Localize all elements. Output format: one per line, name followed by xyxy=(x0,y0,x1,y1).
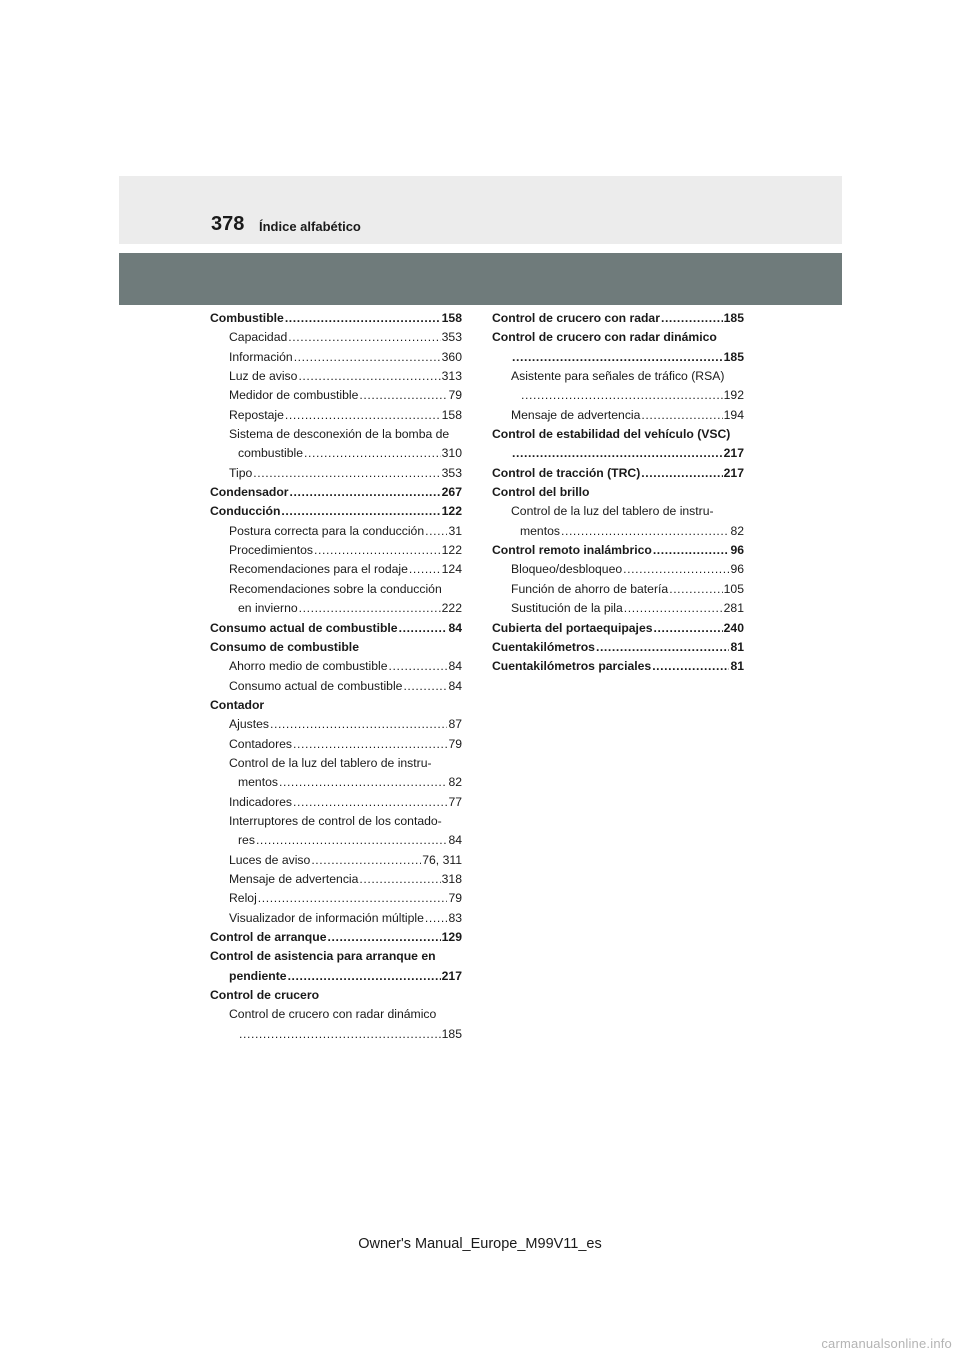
leader-dots xyxy=(653,541,730,560)
index-entry xyxy=(210,967,462,986)
index-entry: Control de asistencia para arranque en xyxy=(210,949,436,964)
entry-label: Combustible xyxy=(210,311,284,325)
index-entry xyxy=(210,444,462,463)
index-entry xyxy=(492,560,744,579)
entry-label: Control remoto inalámbrico xyxy=(492,543,652,558)
index-entry xyxy=(492,464,744,483)
page-number: 378 xyxy=(211,213,245,235)
entry-label: Luces de aviso xyxy=(229,852,311,867)
index-entry xyxy=(210,619,462,638)
index-entry xyxy=(492,619,744,638)
entry-label: Condensador xyxy=(210,485,289,500)
leader-dots xyxy=(561,522,729,541)
entry-page: 96 xyxy=(730,543,744,558)
index-entry xyxy=(210,599,462,618)
entry-label: Luz de aviso xyxy=(229,369,298,384)
leader-dots xyxy=(652,657,729,676)
index-entry xyxy=(492,541,744,560)
leader-dots xyxy=(304,444,441,463)
leader-dots xyxy=(294,348,441,367)
entry-label: Cubierta del portaequipajes xyxy=(492,620,653,635)
entry-page: 313 xyxy=(441,369,462,384)
leader-dots xyxy=(669,580,722,599)
entry-page: 122 xyxy=(441,504,462,519)
entry-page: 82 xyxy=(448,775,462,790)
leader-dots xyxy=(389,657,448,676)
entry-label: Ajustes xyxy=(229,717,269,732)
index-entry xyxy=(492,599,744,618)
entry-label: res xyxy=(238,833,255,848)
index-entry xyxy=(210,715,462,734)
leader-dots xyxy=(409,560,441,579)
index-entry xyxy=(492,444,744,463)
index-entry xyxy=(210,889,462,908)
entry-page: 192 xyxy=(723,388,744,403)
index-entry xyxy=(210,464,462,483)
leader-dots xyxy=(425,522,447,541)
entry-page: 79 xyxy=(448,891,462,906)
leader-dots xyxy=(270,715,447,734)
entry-page: 96 xyxy=(730,562,744,577)
leader-dots xyxy=(596,638,729,657)
index-entry: Control de crucero con radar dinámico xyxy=(492,330,717,345)
entry-page: 240 xyxy=(723,620,744,635)
entry-label: Recomendaciones para el rodaje xyxy=(229,562,408,577)
index-entry: Control de la luz del tablero de instru- xyxy=(511,504,714,519)
index-entry xyxy=(210,1025,462,1044)
leader-dots xyxy=(327,928,440,947)
index-entry xyxy=(210,677,462,696)
index-entry xyxy=(210,831,462,850)
entry-page: 124 xyxy=(441,562,462,577)
entry-page: 83 xyxy=(448,910,462,925)
entry-page: 217 xyxy=(723,465,744,480)
entry-page: 122 xyxy=(441,543,462,558)
index-entry xyxy=(210,367,462,386)
index-entry: Control de estabilidad del vehículo (VSC) xyxy=(492,427,731,442)
index-entry xyxy=(210,560,462,579)
entry-label: pendiente xyxy=(229,968,287,983)
entry-label: Medidor de combustible xyxy=(229,388,359,403)
entry-page: 185 xyxy=(723,349,744,364)
index-entry xyxy=(492,638,744,657)
entry-page: 217 xyxy=(723,446,744,461)
index-entry xyxy=(210,541,462,560)
leader-dots xyxy=(285,309,441,328)
entry-page: 82 xyxy=(730,523,744,538)
entry-page: 318 xyxy=(441,871,462,886)
entry-page: 84 xyxy=(448,678,462,693)
entry-page: 84 xyxy=(448,659,462,674)
leader-dots xyxy=(641,406,722,425)
entry-page: 158 xyxy=(441,407,462,422)
index-entry xyxy=(210,773,462,792)
index-entry xyxy=(492,386,744,405)
entry-page: 76, 311 xyxy=(422,852,462,867)
index-entry xyxy=(210,793,462,812)
leader-dots xyxy=(425,909,448,928)
entry-page: 353 xyxy=(441,330,462,345)
entry-page: 79 xyxy=(448,388,462,403)
leader-dots xyxy=(290,483,441,502)
entry-label: Indicadores xyxy=(229,794,293,809)
index-entry xyxy=(492,406,744,425)
index-entry xyxy=(492,657,744,676)
entry-label: Visualizador de información múltiple xyxy=(229,910,424,925)
index-entry: Sistema de desconexión de la bomba de xyxy=(229,427,450,442)
leader-dots xyxy=(299,599,441,618)
index-entry xyxy=(210,522,462,541)
entry-label: combustible xyxy=(238,446,304,461)
index-column-left xyxy=(210,309,462,1044)
leader-dots xyxy=(281,502,440,521)
entry-page: 185 xyxy=(723,311,744,325)
leader-dots xyxy=(399,619,448,638)
leader-dots xyxy=(293,735,447,754)
entry-page: 310 xyxy=(441,446,462,461)
index-entry: Control de crucero xyxy=(210,988,320,1003)
index-entry xyxy=(210,928,462,947)
leader-dots xyxy=(661,309,723,328)
index-entry xyxy=(210,406,462,425)
leader-dots xyxy=(512,348,723,367)
entry-label: Consumo actual de combustible xyxy=(210,620,398,635)
leader-dots xyxy=(293,793,447,812)
leader-dots xyxy=(641,464,722,483)
entry-page: 77 xyxy=(448,794,462,809)
entry-page: 129 xyxy=(441,930,462,944)
leader-dots xyxy=(288,328,440,347)
index-entry: Control de crucero con radar dinámico xyxy=(229,1007,437,1022)
entry-label: Capacidad xyxy=(229,330,288,345)
header-grey-bar xyxy=(119,253,842,305)
entry-page: 194 xyxy=(723,407,744,422)
entry-page: 185 xyxy=(441,1026,462,1041)
entry-page: 105 xyxy=(723,581,744,596)
entry-label: Control de crucero con radar xyxy=(492,311,660,325)
entry-label: Control de tracción (TRC) xyxy=(492,465,641,480)
leader-dots xyxy=(512,444,723,463)
index-entry xyxy=(210,386,462,405)
entry-page: 217 xyxy=(441,968,462,983)
entry-page: 84 xyxy=(448,620,462,635)
entry-page: 353 xyxy=(441,465,462,480)
index-entry xyxy=(492,522,744,541)
index-column-right xyxy=(492,309,744,677)
entry-page: 81 xyxy=(730,659,744,674)
entry-label: Consumo actual de combustible xyxy=(229,678,403,693)
leader-dots xyxy=(359,870,440,889)
leader-dots xyxy=(359,386,447,405)
index-entry xyxy=(210,328,462,347)
leader-dots xyxy=(285,406,441,425)
footer-text: Owner's Manual_Europe_M99V11_es xyxy=(358,1236,602,1252)
entry-page: 222 xyxy=(441,601,462,616)
index-entry: Interruptores de control de los contado- xyxy=(229,813,442,828)
leader-dots xyxy=(253,464,440,483)
index-entry xyxy=(210,348,462,367)
leader-dots xyxy=(256,831,448,850)
index-entry xyxy=(210,735,462,754)
entry-label: Ahorro medio de combustible xyxy=(229,659,388,674)
leader-dots xyxy=(279,773,447,792)
index-entry xyxy=(210,502,462,521)
entry-label: Mensaje de advertencia xyxy=(511,407,641,422)
index-entry: Asistente para señales de tráfico (RSA) xyxy=(511,369,725,384)
index-entry xyxy=(210,870,462,889)
index-entry xyxy=(210,851,462,870)
entry-label: Control de arranque xyxy=(210,930,327,944)
entry-label: Tipo xyxy=(229,465,253,480)
entry-label: Cuentakilómetros xyxy=(492,639,595,654)
index-entry: Control del brillo xyxy=(492,485,590,500)
entry-label: en invierno xyxy=(238,601,298,616)
index-entry xyxy=(210,909,462,928)
entry-page: 79 xyxy=(448,736,462,751)
entry-label: Función de ahorro de batería xyxy=(511,581,669,596)
entry-label: Contadores xyxy=(229,736,293,751)
leader-dots xyxy=(311,851,421,870)
entry-label: Bloqueo/desbloqueo xyxy=(511,562,623,577)
entry-label: Conducción xyxy=(210,504,281,519)
entry-page: 360 xyxy=(441,349,462,364)
entry-page: 84 xyxy=(448,833,462,848)
index-entry xyxy=(210,309,462,328)
leader-dots xyxy=(521,386,723,405)
index-entry: Recomendaciones sobre la conducción xyxy=(229,581,442,596)
entry-page: 267 xyxy=(441,485,462,500)
leader-dots xyxy=(258,889,448,908)
index-entry xyxy=(210,483,462,502)
section-title: Índice alfabético xyxy=(259,219,361,234)
index-entry: Consumo de combustible xyxy=(210,639,359,654)
watermark: carmanualsonline.info xyxy=(821,1336,952,1351)
entry-label: Información xyxy=(229,349,293,364)
leader-dots xyxy=(623,560,729,579)
index-entry: Contador xyxy=(210,697,265,712)
entry-label: Sustitución de la pila xyxy=(511,601,623,616)
entry-label: Procedimientos xyxy=(229,543,313,558)
index-entry xyxy=(492,348,744,367)
entry-label: Postura correcta para la conducción xyxy=(229,523,425,538)
index-entry: Control de la luz del tablero de instru- xyxy=(229,755,432,770)
index-entry xyxy=(492,580,744,599)
entry-label: Mensaje de advertencia xyxy=(229,871,359,886)
entry-page: 158 xyxy=(441,311,462,325)
entry-label: Reloj xyxy=(229,891,257,906)
leader-dots xyxy=(288,967,441,986)
leader-dots xyxy=(239,1025,441,1044)
entry-label: Cuentakilómetros parciales xyxy=(492,659,652,674)
entry-page: 81 xyxy=(730,639,744,654)
entry-page: 87 xyxy=(448,717,462,732)
entry-label: Repostaje xyxy=(229,407,284,422)
entry-label: mentos xyxy=(238,775,278,790)
leader-dots xyxy=(624,599,723,618)
entry-page: 281 xyxy=(723,601,744,616)
leader-dots xyxy=(298,367,440,386)
entry-label: mentos xyxy=(520,523,560,538)
entry-page: 31 xyxy=(448,523,462,538)
leader-dots xyxy=(314,541,441,560)
index-entry xyxy=(492,309,744,328)
leader-dots xyxy=(403,677,447,696)
index-entry xyxy=(210,657,462,676)
leader-dots xyxy=(654,619,723,638)
